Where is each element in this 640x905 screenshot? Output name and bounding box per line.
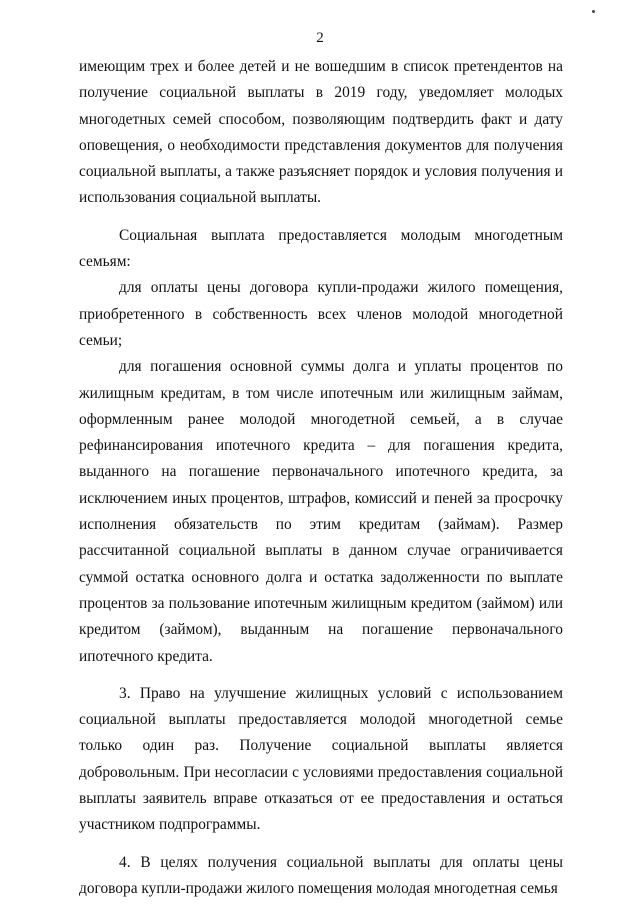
paragraph-section-4: 4. В целях получения социальной выплаты для оплаты цены договора купли-продажи жилого помещения молодая многодетная семья	[79, 853, 563, 897]
document-body	[79, 54, 563, 902]
paragraph-purchase-contract: для оплаты цены договора купли-продажи жилого помещения, приобретенного в собственность всех членов молодой многодетной семьи;	[79, 279, 563, 349]
paragraph-loan-repayment: для погашения основной суммы долга и уплаты процентов по жилищным кредитам, в том числе ипотечным или жилищным займам, оформленным ранее молодой многодетной семьей, а в случае рефинансирования ипотечного кредита – для погашения кредита, выданного на погашение первоначального ипотечного кредита, за исключением иных процентов, штрафов, комиссий и пеней за просрочку исполнения обязательств по этим кредитам (займам). Размер рассчитанной социальной выплаты в данном случае ограничивается суммой остатка основного долга и остатка задолженности по выплате процентов за пользование ипотечным жилищным кредитом (займом) или кредитом (займом), выданным на погашение первоначального ипотечного кредита.	[79, 358, 563, 665]
page-number: 2	[316, 30, 324, 46]
paragraph-section-3: 3. Право на улучшение жилищных условий с использованием социальной выплаты предоставляется молодой многодетной семье только один раз. Получение социальной выплаты является добровольным. При несогласии с условиями предоставления социальной выплаты заявитель вправе отказаться от ее предоставления и остаться участником подпрограммы.	[79, 684, 563, 834]
paragraph-continuation: имеющим трех и более детей и не вошедшим в список претендентов на получение социальной выплаты в 2019 году, уведомляет молодых многодетных семей способом, позволяющим подтвердить факт и дату оповещения, о необходимости представления документов для получения социальной выплаты, а также разъясняет порядок и условия получения и использования социальной выплаты.	[79, 58, 563, 207]
scan-mark	[592, 10, 595, 13]
paragraph-social-payment-intro: Социальная выплата предоставляется молодым многодетным семьям:	[79, 226, 563, 271]
